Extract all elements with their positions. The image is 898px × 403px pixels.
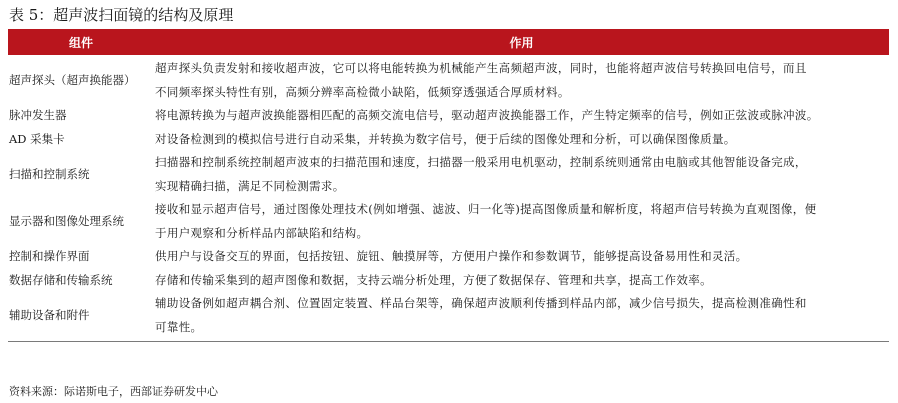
function-cell: 接收和显示超声信号，通过图像处理技术(例如增强、滤波、归一化等)提高图像质量和解析度，将超声信号转换为直观图像，便 于用户观察和分析样品内部缺陷和结构。 xyxy=(155,202,817,240)
function-cell: 辅助设备例如超声耦合剂、位置固定装置、样品台架等，确保超声波顺利传播到样品内部，减少信号损失，提高检测准确性和 可靠性。 xyxy=(155,296,807,334)
table-title: 表 5：超声波扫面镜的结构及原理 xyxy=(9,6,234,24)
table-header xyxy=(8,29,889,55)
table-row xyxy=(8,198,889,245)
function-cell: 对设备检测到的模拟信号进行自动采集，并转换为数字信号，便于后续的图像处理和分析，可以确保图像质量。 xyxy=(155,131,736,146)
function-cell: 存储和传输采集到的超声图像和数据，支持云端分析处理，方便了数据保存、管理和共享，提高工作效率。 xyxy=(155,272,712,287)
component-cell: 脉冲发生器 xyxy=(9,108,67,122)
component-cell: 控制和操作界面 xyxy=(9,249,90,263)
function-cell: 将电源转换为与超声波换能器相匹配的高频交流电信号，驱动超声波换能器工作，产生特定频率的信号，例如正弦波或脉冲波。 xyxy=(155,108,819,122)
table-row xyxy=(8,57,889,104)
component-cell: 数据存储和传输系统 xyxy=(9,272,113,287)
table-row xyxy=(8,128,889,152)
component-cell: 辅助设备和附件 xyxy=(9,307,90,322)
function-cell: 供用户与设备交互的界面，包括按钮、旋钮、触摸屏等，方便用户操作和参数调节，能够提高设备易用性和灵活。 xyxy=(155,249,748,263)
table-row xyxy=(8,292,889,339)
header-function: 作用 xyxy=(509,35,534,50)
component-cell: 超声探头（超声换能器） xyxy=(9,72,136,87)
table-row xyxy=(8,104,889,128)
table-row xyxy=(8,245,889,269)
structure-table xyxy=(8,29,889,342)
table-row xyxy=(8,269,889,293)
table-row xyxy=(8,151,889,198)
source-note: 资料来源：际诺斯电子，西部证券研发中心 xyxy=(9,385,218,398)
table-body xyxy=(8,55,889,339)
function-cell: 超声探头负责发射和接收超声波，它可以将电能转换为机械能产生高频超声波，同时，也能将超声波信号转换回电信号，而且 不同频率探头特性有别，高频分辨率高检微小缺陷，低频穿透强适合厚质材料。 xyxy=(155,61,807,99)
table-bottom-rule xyxy=(8,341,889,342)
function-cell: 扫描器和控制系统控制超声波束的扫描范围和速度，扫描器一般采用电机驱动，控制系统则通常由电脑或其他智能设备完成， 实现精确扫描，满足不同检测需求。 xyxy=(155,155,807,193)
component-cell: 显示器和图像处理系统 xyxy=(9,213,124,228)
header-component: 组件 xyxy=(68,35,93,50)
component-cell: 扫描和控制系统 xyxy=(9,166,90,181)
component-cell: AD 采集卡 xyxy=(9,131,65,146)
